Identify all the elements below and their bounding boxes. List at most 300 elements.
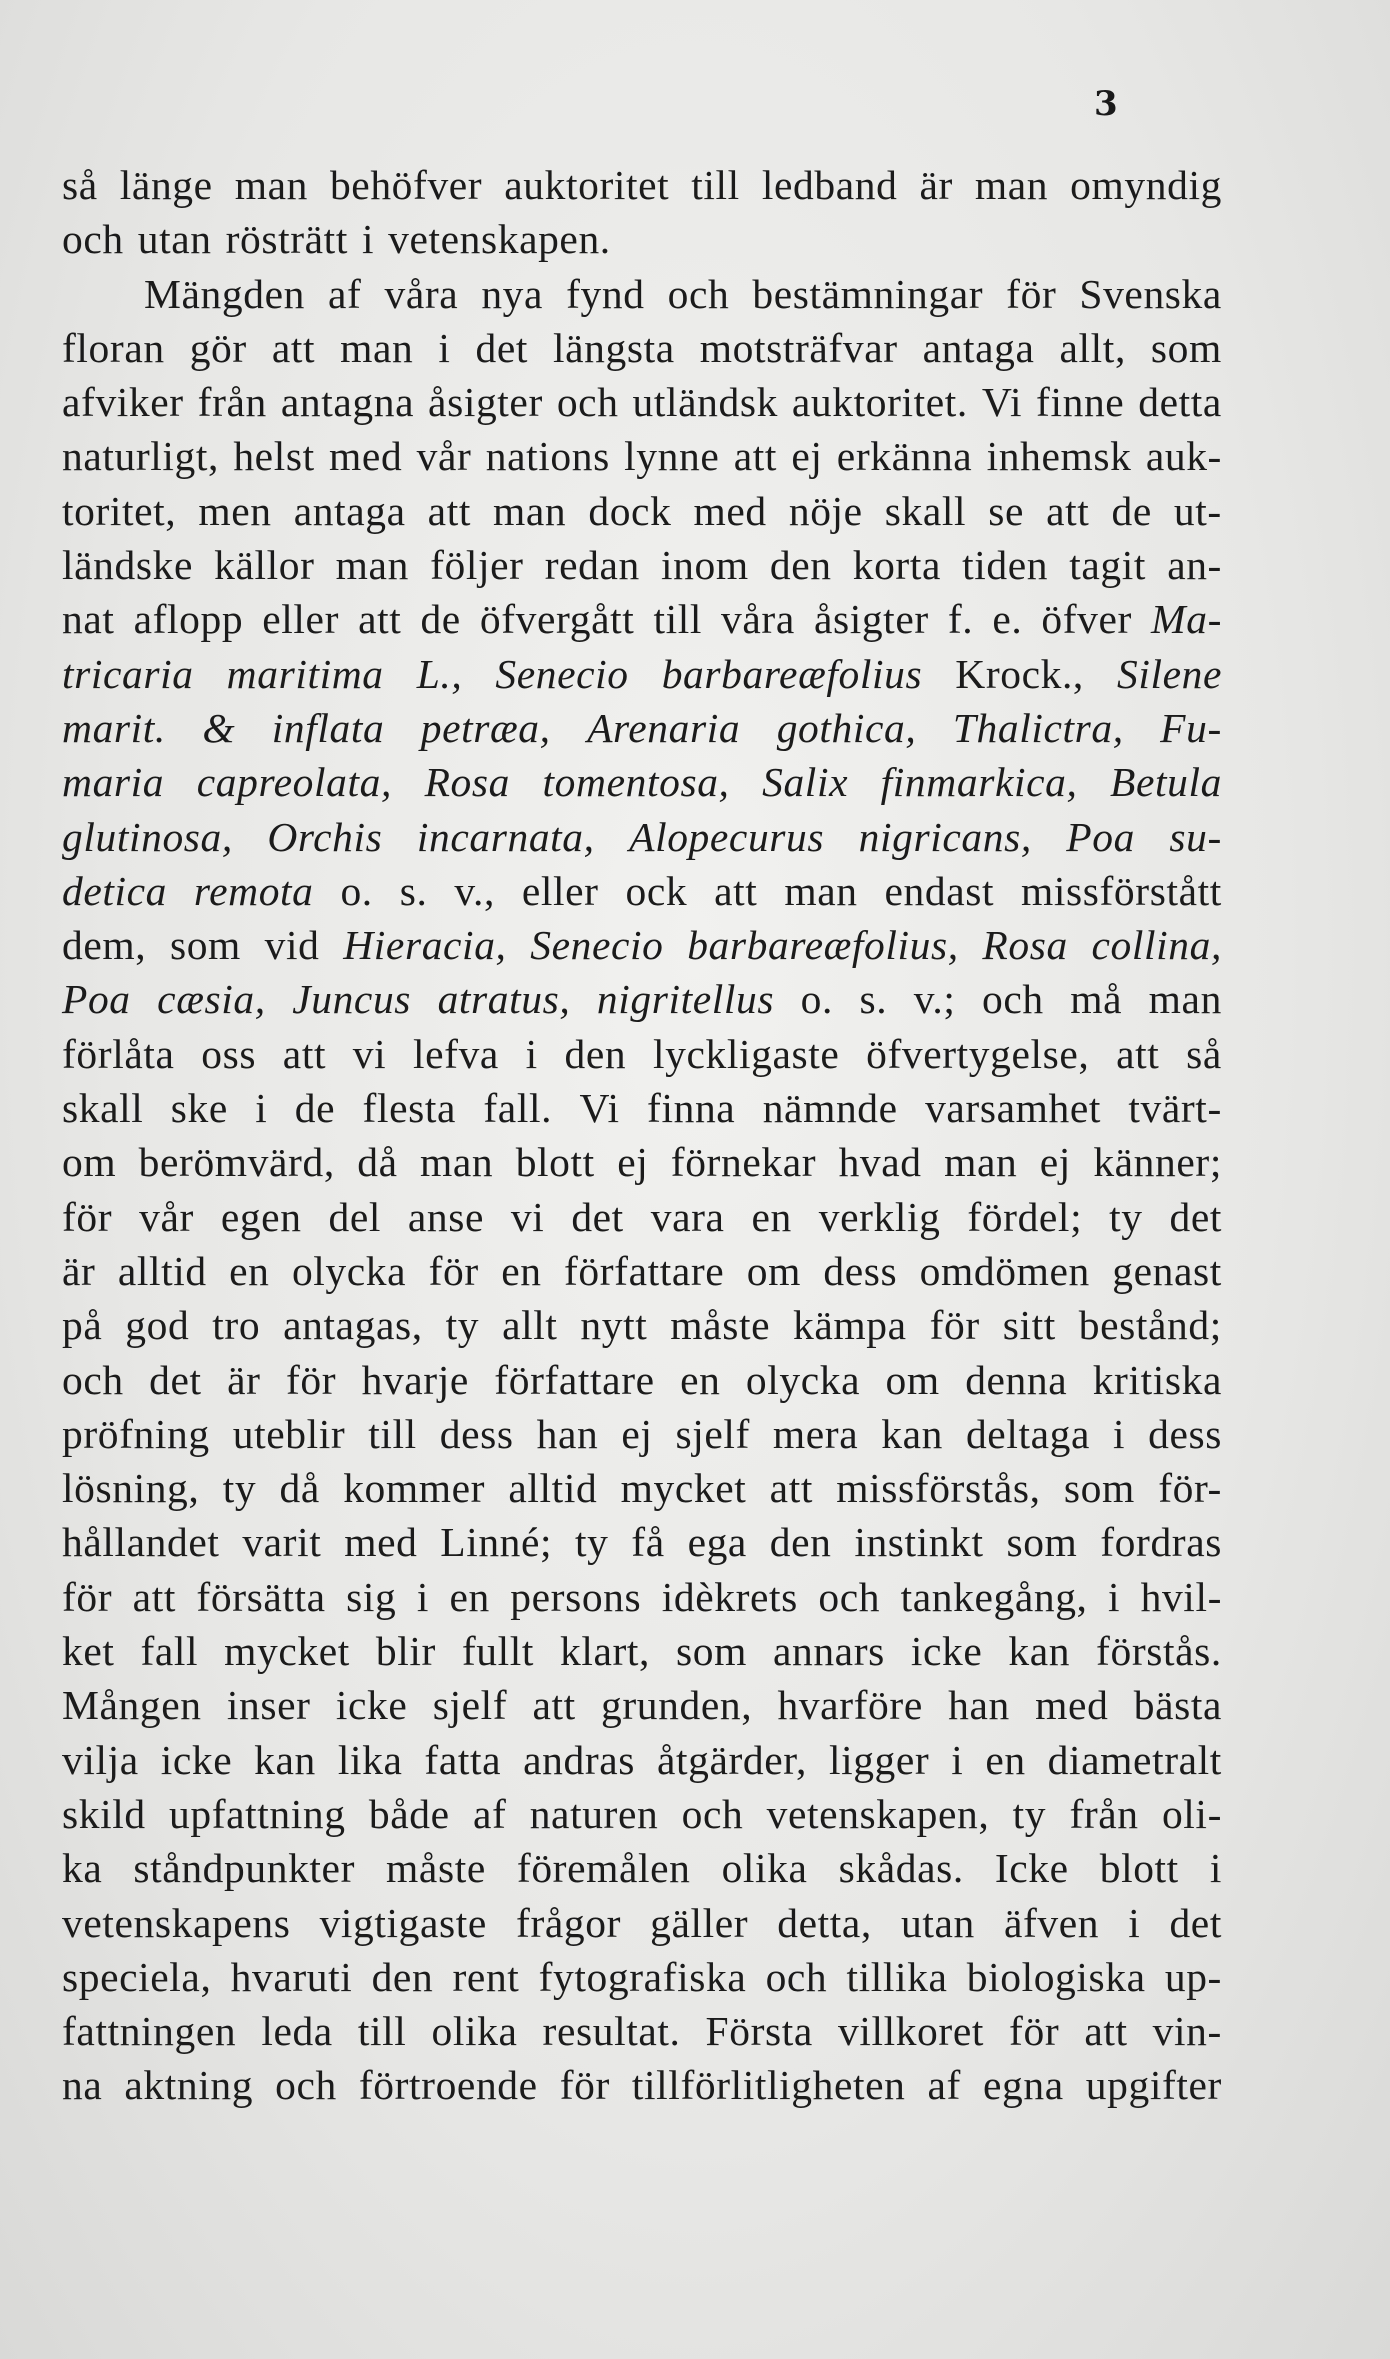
word: genast: [1112, 1247, 1222, 1294]
word: annars: [772, 1628, 885, 1675]
word: han: [536, 1410, 599, 1457]
word: Mången: [62, 1682, 202, 1729]
word: lösning,: [62, 1465, 200, 1512]
word: öfvertygelse,: [866, 1030, 1090, 1077]
word: nigricans,: [858, 813, 1032, 860]
word: må: [1070, 976, 1123, 1023]
word: olika: [721, 1845, 808, 1892]
text-line: [62, 158, 1222, 212]
word: up-: [1164, 1953, 1222, 2000]
word: anse: [407, 1193, 485, 1240]
word: kommer: [343, 1465, 486, 1512]
word: tillförlitligheten: [631, 2062, 906, 2109]
word: Poa: [62, 976, 131, 1023]
word: vår: [139, 1193, 194, 1240]
word: och: [556, 379, 619, 426]
word: ej: [621, 1410, 653, 1457]
word: förnekar: [670, 1139, 817, 1186]
word: att: [358, 596, 402, 643]
word: att: [427, 487, 471, 534]
word: idèkrets: [661, 1573, 798, 1620]
word: redan: [544, 542, 640, 589]
word: egna: [983, 2062, 1064, 2109]
word: nämnde: [762, 1085, 898, 1132]
word: bästa: [1133, 1682, 1222, 1729]
word: tankegång,: [900, 1573, 1088, 1620]
word: bestämningar: [752, 270, 984, 317]
word: kan: [1008, 1628, 1071, 1675]
word: följer: [430, 542, 524, 589]
word: från: [197, 379, 267, 426]
word: Senecio: [530, 922, 664, 969]
word: förlåta: [62, 1030, 175, 1077]
word: lika: [337, 1736, 403, 1783]
word: naturen: [529, 1790, 659, 1837]
word: ty: [445, 1302, 480, 1349]
word: inhemsk: [986, 433, 1132, 480]
text-line: [62, 1353, 1222, 1407]
word: vetenskapen,: [766, 1790, 990, 1837]
word: Mängden: [144, 270, 305, 317]
word: om: [62, 1139, 117, 1186]
word: deltaga: [965, 1410, 1090, 1457]
word: våra: [384, 270, 459, 317]
word: olycka: [745, 1356, 861, 1403]
text-line: [62, 1407, 1222, 1461]
word: en: [449, 1573, 490, 1620]
word: få: [631, 1519, 665, 1566]
word: åtgärder,: [656, 1736, 807, 1783]
word: hvad: [838, 1139, 922, 1186]
word: och: [681, 1790, 744, 1837]
word: som: [1150, 324, 1222, 371]
word: auk-: [1145, 433, 1222, 480]
word: s.: [399, 867, 428, 914]
word: en: [501, 1247, 542, 1294]
word: i: [1112, 1410, 1126, 1457]
word: att: [1084, 2008, 1128, 2055]
word: ty: [1012, 1790, 1047, 1837]
word: speciela,: [62, 1953, 212, 2000]
word: sig: [346, 1573, 397, 1620]
word: den: [769, 1519, 832, 1566]
word: ej: [1039, 1139, 1071, 1186]
word: för: [62, 1573, 113, 1620]
word: vilja: [62, 1736, 139, 1783]
word: barbareæfolius: [661, 650, 923, 697]
word: vigtigaste: [319, 1899, 487, 1946]
word: o.: [800, 976, 833, 1023]
word: man: [944, 1139, 1018, 1186]
word: längsta: [553, 324, 675, 371]
word: pröfning: [62, 1410, 210, 1457]
word: petræa,: [420, 704, 551, 751]
word: en: [229, 1247, 270, 1294]
word: författare: [494, 1356, 655, 1403]
word: nya: [481, 270, 544, 317]
word: missförstås,: [836, 1465, 1041, 1512]
word: Vi: [579, 1085, 620, 1132]
word: att: [1046, 487, 1090, 534]
word: auktoritet.: [791, 379, 968, 426]
word: och: [275, 2062, 337, 2109]
word: för: [1009, 2008, 1060, 2055]
word: rösträtt: [225, 216, 348, 263]
word: andras: [523, 1736, 636, 1783]
word: e.: [992, 596, 1023, 643]
word: man: [234, 162, 308, 208]
word: blott: [1099, 1845, 1179, 1892]
word: för: [1006, 270, 1057, 317]
word: Fu-: [1160, 704, 1222, 751]
text-line: [62, 538, 1222, 592]
word: egen: [220, 1193, 302, 1240]
word: det: [149, 1356, 202, 1403]
word: af: [327, 270, 362, 317]
word: vin-: [1152, 2008, 1222, 2055]
text-line: [62, 375, 1222, 429]
word: korta: [852, 542, 942, 589]
word: gör: [189, 324, 247, 371]
word: olika: [431, 2008, 518, 2055]
word: varsamhet: [925, 1085, 1102, 1132]
word: ej: [617, 1139, 649, 1186]
word: ket: [62, 1628, 115, 1675]
text-line: [62, 1081, 1222, 1135]
word: allt: [502, 1302, 558, 1349]
word: vara: [650, 1193, 725, 1240]
word: tro: [212, 1302, 261, 1349]
word: klart,: [560, 1628, 651, 1675]
word: endast: [884, 867, 995, 914]
word: man: [974, 162, 1049, 208]
word: en: [985, 1736, 1026, 1783]
word: ega: [687, 1519, 747, 1566]
word: maria: [62, 759, 165, 806]
text-line: [62, 918, 1222, 972]
word: ut-: [1173, 487, 1222, 534]
word: gothica,: [776, 704, 917, 751]
word: ty: [1109, 1193, 1143, 1240]
word: att: [271, 324, 316, 371]
word: fytografiska: [538, 1953, 747, 2000]
word: blott: [515, 1139, 595, 1186]
word: hvarje: [361, 1356, 469, 1403]
word: lyckligaste: [652, 1030, 840, 1077]
word: v.;: [913, 976, 956, 1023]
word: de: [420, 596, 461, 643]
word: i: [1128, 1899, 1141, 1946]
text-line: [62, 484, 1222, 538]
word: af: [927, 2062, 961, 2109]
word: att: [282, 1030, 327, 1077]
word: Icke: [994, 1845, 1069, 1892]
word: mycket: [620, 1465, 747, 1512]
word: fall.: [483, 1085, 553, 1132]
word: erkänna: [836, 433, 973, 480]
text-line: [62, 1190, 1222, 1244]
word: antaga: [922, 324, 1035, 371]
word: cæsia,: [157, 976, 266, 1023]
word: Ma-: [1151, 596, 1222, 643]
word: vetenskapens: [62, 1899, 291, 1946]
text-line: [62, 1570, 1222, 1624]
word: åsigter: [813, 596, 929, 643]
word: ske: [170, 1085, 228, 1132]
word: fatta: [424, 1736, 502, 1783]
word: na: [62, 2062, 103, 2109]
word: afviker: [62, 379, 184, 426]
word: vetenskapen.: [388, 216, 611, 263]
word: upfattning: [169, 1790, 346, 1837]
word: detica: [62, 867, 167, 914]
word: och: [765, 1953, 828, 2000]
word: till: [653, 596, 702, 643]
text-line: [62, 1135, 1222, 1189]
word: fordras: [1100, 1519, 1222, 1566]
word: länge: [119, 162, 213, 208]
word: hvaruti: [230, 1953, 353, 2000]
word: eller: [521, 867, 599, 914]
word: det: [571, 1193, 624, 1240]
word: ty: [575, 1519, 609, 1566]
word: till: [368, 1410, 417, 1457]
word: att: [714, 867, 758, 914]
word: barbareæfolius,: [687, 922, 959, 969]
word: dess: [1148, 1410, 1222, 1457]
word: är: [919, 162, 953, 208]
word: del: [328, 1193, 381, 1240]
word: till: [357, 2008, 407, 2055]
word: man: [335, 542, 409, 589]
word: verklig: [818, 1193, 941, 1240]
word: kritiska: [1092, 1356, 1222, 1403]
word: nytt: [580, 1302, 648, 1349]
word: af: [472, 1790, 507, 1837]
word: Poa: [1066, 813, 1135, 860]
word: remota: [193, 867, 314, 914]
word: Silene: [1116, 650, 1222, 697]
word: Thalictra,: [952, 704, 1124, 751]
word: skådas.: [838, 1845, 964, 1892]
word: att: [1116, 1030, 1160, 1077]
word: tagit: [1069, 542, 1147, 589]
word: nigritellus: [596, 976, 775, 1023]
word: sitt: [1002, 1302, 1056, 1349]
word: skild: [62, 1790, 146, 1837]
text-line: [62, 1244, 1222, 1298]
word: och: [62, 216, 124, 263]
word: som: [169, 922, 241, 969]
text-line: [62, 267, 1222, 321]
word: för: [62, 1193, 113, 1240]
word: man: [420, 1139, 494, 1186]
word: varit: [242, 1519, 322, 1566]
word: och: [667, 270, 730, 317]
word: som: [676, 1628, 747, 1675]
word: en: [751, 1193, 792, 1240]
word: capreolata,: [196, 759, 392, 806]
word: då: [279, 1465, 320, 1512]
word: f.: [947, 596, 974, 643]
word: om: [746, 1247, 801, 1294]
word: grunden,: [601, 1682, 753, 1729]
word: denna: [965, 1356, 1068, 1403]
word: och: [982, 976, 1044, 1023]
word: toritet,: [62, 487, 177, 534]
text-line: [62, 1624, 1222, 1678]
word: antaga: [293, 487, 406, 534]
word: så: [1186, 1030, 1222, 1077]
word: öfver: [1041, 596, 1132, 643]
word: den: [564, 1030, 627, 1077]
text-line: [62, 647, 1222, 701]
word: villkoret: [837, 2008, 984, 2055]
word: med: [329, 433, 403, 480]
word: vi: [510, 1193, 545, 1240]
word: floran: [62, 324, 165, 371]
word: utan: [137, 216, 212, 263]
word: dess: [823, 1247, 898, 1294]
word: måste: [670, 1302, 771, 1349]
text-line: [62, 1461, 1222, 1515]
text-line: [62, 321, 1222, 375]
word: leda: [261, 2008, 333, 2055]
word: icke: [160, 1736, 233, 1783]
word: i: [438, 324, 451, 371]
word: ledband: [761, 162, 898, 208]
word: på: [62, 1302, 103, 1349]
word: Senecio: [495, 650, 629, 697]
word: icke: [335, 1682, 408, 1729]
word: alltid: [508, 1465, 598, 1512]
word: i: [361, 216, 375, 263]
word: man: [1148, 976, 1222, 1023]
word: ka: [62, 1845, 103, 1892]
word: tvärt-: [1128, 1085, 1222, 1132]
word: utan: [901, 1899, 975, 1946]
word: detta,: [777, 1899, 872, 1946]
text-line: [62, 592, 1222, 646]
word: Hieracia,: [343, 922, 507, 969]
word: berömvärd,: [138, 1139, 335, 1186]
word: är: [227, 1356, 261, 1403]
word: och: [62, 1356, 124, 1403]
word: naturligt,: [62, 433, 219, 480]
word: uteblir: [232, 1410, 346, 1457]
word: öfvergått: [479, 596, 635, 643]
word: aflopp: [133, 596, 244, 643]
word: det: [1169, 1193, 1222, 1240]
text-line: [62, 1515, 1222, 1569]
text-line: [62, 701, 1222, 755]
word: kan: [254, 1736, 316, 1783]
word: för-: [1158, 1465, 1222, 1512]
word: fattningen: [62, 2008, 237, 2055]
word: helst: [233, 433, 315, 480]
text-line: [62, 2004, 1222, 2058]
word: nat: [62, 596, 115, 643]
word: nöje: [788, 487, 863, 534]
word: de: [1111, 487, 1152, 534]
word: bestånd;: [1078, 1302, 1222, 1349]
word: våra: [721, 596, 795, 643]
text-line: [62, 212, 1222, 266]
word: Orchis: [267, 813, 383, 860]
word: lynne: [624, 433, 720, 480]
word: skall: [884, 487, 967, 534]
word: biologiska: [966, 1953, 1146, 2000]
word: till: [691, 162, 740, 208]
word: inser: [226, 1682, 311, 1729]
word: mycket: [224, 1628, 350, 1675]
word: persons: [510, 1573, 642, 1620]
word: v.,: [454, 867, 495, 914]
word: instinkt: [854, 1519, 984, 1566]
word: vår: [416, 433, 472, 480]
word: upgifter: [1085, 2062, 1222, 2109]
word: i: [1108, 1573, 1121, 1620]
word: för: [559, 2062, 610, 2109]
word: den: [371, 1953, 434, 2000]
word: behöfver: [329, 162, 483, 208]
word: han: [948, 1682, 1010, 1729]
word: oli-: [1161, 1790, 1222, 1837]
word: hållandet: [62, 1519, 220, 1566]
word: föremålen: [516, 1845, 691, 1892]
text-line: [62, 1896, 1222, 1950]
word: antagna: [280, 379, 415, 426]
word: för: [929, 1302, 980, 1349]
word: sjelf: [432, 1682, 508, 1729]
word: Vi: [981, 379, 1023, 426]
word: förstås.: [1096, 1628, 1222, 1675]
word: oss: [201, 1030, 257, 1077]
word: försätta: [196, 1573, 326, 1620]
word: de: [294, 1085, 336, 1132]
word: källor: [214, 542, 315, 589]
word: Rosa: [982, 922, 1068, 969]
word: i: [525, 1030, 538, 1077]
word: frågor: [516, 1899, 622, 1946]
word: mera: [772, 1410, 859, 1457]
word: missförstått: [1021, 867, 1222, 914]
word: det: [475, 324, 528, 371]
word: så: [62, 162, 98, 208]
word: är: [62, 1247, 96, 1294]
word: om: [885, 1356, 940, 1403]
word: dock: [588, 487, 672, 534]
word: med: [344, 1519, 418, 1566]
word: som: [1063, 1465, 1135, 1512]
word: det: [1169, 1899, 1222, 1946]
text-line: [62, 1678, 1222, 1732]
word: som: [1006, 1519, 1078, 1566]
word: Arenaria: [587, 704, 741, 751]
word: att: [733, 433, 777, 480]
word: hvarföre: [777, 1682, 923, 1729]
word: dess: [439, 1410, 514, 1457]
word: fall: [140, 1628, 199, 1675]
word: dem,: [62, 922, 147, 969]
word: finna: [647, 1085, 736, 1132]
text-line: [62, 810, 1222, 864]
word: Alopecurus: [629, 813, 825, 860]
word: Salix: [762, 759, 849, 806]
word: ty: [222, 1465, 257, 1512]
word: maritima: [226, 650, 384, 697]
word: men: [198, 487, 272, 534]
